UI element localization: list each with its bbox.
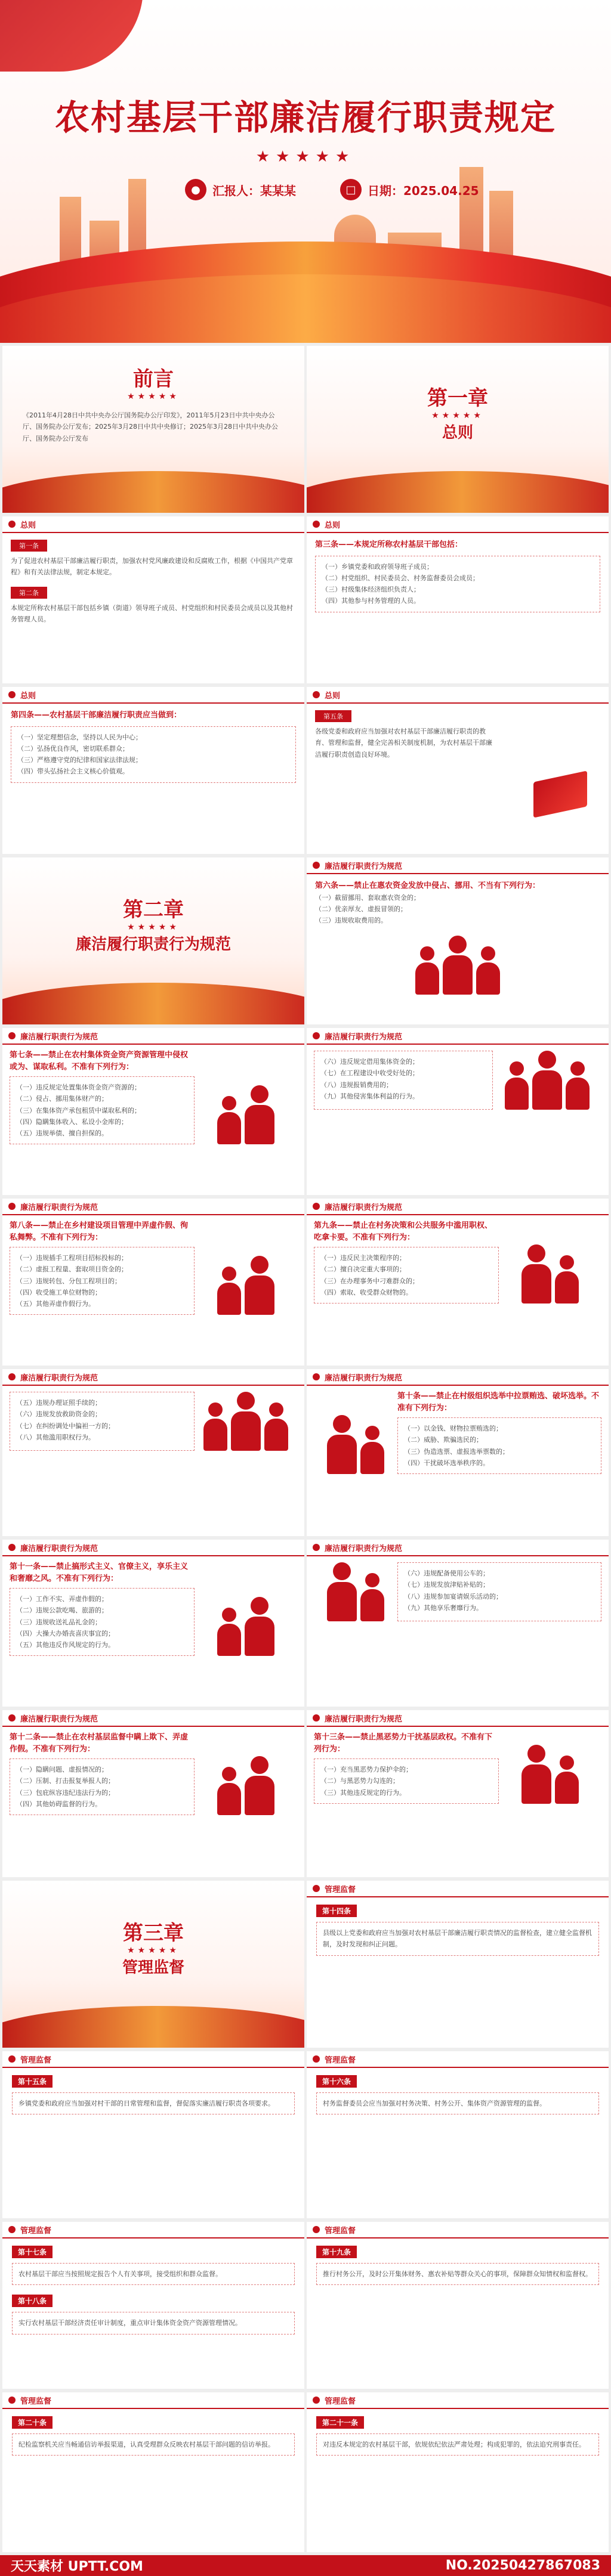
person-icon xyxy=(327,1415,357,1474)
people-illustration xyxy=(195,1049,297,1144)
person-icon xyxy=(217,1096,241,1144)
article-slide xyxy=(2,2051,304,2218)
reporter-label: 汇报人：某某某 xyxy=(212,183,296,198)
slide-header: 管理监督 xyxy=(307,2051,609,2068)
person-icon xyxy=(505,1061,529,1110)
person-icon xyxy=(264,1402,288,1451)
list-item: （一）违规插手工程项目招标投标的； xyxy=(16,1254,128,1262)
person-icon xyxy=(217,1767,241,1815)
article-box xyxy=(397,1417,601,1474)
article-box xyxy=(12,2263,295,2285)
article-slide xyxy=(2,687,304,854)
chapter2-label: 第二章 xyxy=(123,898,184,922)
stars-divider: ★★★★★ xyxy=(127,922,180,932)
article-tag: 第十四条 xyxy=(316,1905,357,1917)
person-icon xyxy=(443,936,473,995)
article-slide xyxy=(307,1710,609,1877)
site-watermark: 天天素材 UPTT.COM xyxy=(11,2559,143,2574)
article-title: 第十条——禁止在村级组织选举中拉票贿选、破坏选举。不准有下列行为： xyxy=(397,1392,600,1413)
list-item: （二）优亲厚友、虚报冒领的； xyxy=(315,905,407,913)
slide-header: 廉洁履行职责行为规范 xyxy=(307,1199,609,1215)
person-icon xyxy=(217,1608,241,1656)
article-slide xyxy=(2,2222,304,2389)
list-item: （五）其他弄虚作假行为。 xyxy=(16,1300,95,1308)
article-tag: 第二十一条 xyxy=(316,2416,364,2429)
article-tag: 第十六条 xyxy=(316,2075,357,2088)
article-slide xyxy=(307,2051,609,2218)
article-slide xyxy=(2,516,304,683)
bullet-icon xyxy=(313,521,320,528)
preface-title: 前言 xyxy=(133,367,174,391)
bullet-icon xyxy=(8,521,16,528)
list-item: （一）违反规定处置集体资金资产资源的； xyxy=(16,1083,141,1091)
list-item: （四）隐瞒集体收入、私设小金库的； xyxy=(16,1117,128,1126)
list-item: （一）截留挪用、套取惠农资金的； xyxy=(315,893,420,902)
slide-header: 总则 xyxy=(2,516,304,533)
article-text: 本规定所称农村基层干部包括乡镇（街道）领导班子成员、村党组织和村民委员会成员以及其他村务管理人员。 xyxy=(11,603,293,623)
list-item: （二）与黑恶势力勾连的； xyxy=(320,1777,399,1785)
bullet-icon xyxy=(313,2397,320,2404)
people-illustration xyxy=(195,1392,297,1451)
list-item: （七）在工程建设中收受好处的； xyxy=(320,1069,419,1078)
slide-header: 廉洁履行职责行为规范 xyxy=(2,1540,304,1556)
person-icon xyxy=(245,1756,274,1815)
list-item: （一）隐瞒问题、虚报情况的； xyxy=(16,1766,108,1773)
stars-divider: ★★★★★ xyxy=(127,1946,180,1955)
slide-header: 管理监督 xyxy=(2,2222,304,2238)
article-box xyxy=(12,2092,295,2114)
article-text: 为了促进农村基层干部廉洁履行职责，加强农村党风廉政建设和反腐败工作，根据《中国共产党章程》和有关法律法规，制定本规定。 xyxy=(11,557,293,577)
person-icon xyxy=(360,1426,384,1474)
article-box xyxy=(397,1562,601,1621)
people-illustration xyxy=(315,936,600,995)
article-text: 县级以上党委和政府应当加强对农村基层干部廉洁履行职责情况的监督检查，建立健全监督机制，及时发现和纠正问题。 xyxy=(323,1929,592,1949)
stars-divider: ★★★★★ xyxy=(431,411,484,420)
article-box xyxy=(11,726,296,783)
person-icon xyxy=(521,1244,551,1304)
bullet-icon xyxy=(313,1373,320,1380)
article-title: 第十三条——禁止黑恶势力干扰基层政权。不准有下列行为： xyxy=(314,1733,493,1754)
list-item: （三）村级集体经济组织负责人； xyxy=(322,586,420,593)
bullet-icon xyxy=(313,691,320,698)
red-wave-decoration xyxy=(2,2006,304,2048)
list-item: （二）虚报工程量、套取项目资金的； xyxy=(16,1265,128,1274)
article-slide xyxy=(307,1199,609,1366)
bullet-icon xyxy=(313,1885,320,1892)
list-item: （三）其他违反规定的行为。 xyxy=(320,1788,406,1797)
list-item: （四）带头弘扬社会主义核心价值观。 xyxy=(17,767,129,776)
article-slide xyxy=(307,1881,609,2048)
people-illustration xyxy=(195,1561,297,1656)
date-label: 日期：2025.04.25 xyxy=(368,183,479,198)
list-item: （四）其他参与村务管理的人员。 xyxy=(322,597,420,605)
calendar-icon: □ xyxy=(340,179,362,200)
list-item: （五）违规举债、擅自担保的。 xyxy=(16,1129,108,1137)
article-title: 第七条——禁止在农村集体资金资产资源管理中侵权或为、谋取私利。不准有下列行为： xyxy=(10,1051,189,1072)
article-tag: 第一条 xyxy=(11,540,47,552)
person-icon xyxy=(245,1256,274,1315)
list-item: （一）以金钱、财物拉票贿选的； xyxy=(404,1425,502,1432)
slide-header: 管理监督 xyxy=(307,1881,609,1897)
slide-header: 廉洁履行职责行为规范 xyxy=(307,1369,609,1386)
list-item: （三）违规转包、分包工程项目的； xyxy=(16,1277,121,1285)
people-illustration xyxy=(499,1220,601,1304)
watermark-footer xyxy=(0,2555,611,2576)
red-flag-decoration xyxy=(533,770,587,818)
preface-slide xyxy=(2,346,304,513)
list-item: （四）大操大办婚丧喜庆事宜的； xyxy=(16,1629,115,1637)
article-tag: 第十七条 xyxy=(12,2246,53,2258)
bullet-icon xyxy=(8,2397,16,2404)
article-box xyxy=(316,2092,599,2114)
user-icon: ● xyxy=(185,179,206,200)
list-item: （六）违规发放救助资金的； xyxy=(16,1410,101,1419)
article-tag: 第十五条 xyxy=(12,2075,53,2088)
list-item: （二）弘扬优良作风，密切联系群众； xyxy=(17,744,129,753)
people-illustration xyxy=(314,1562,397,1621)
article-slide xyxy=(307,1028,609,1195)
person-icon xyxy=(327,1562,357,1621)
person-icon xyxy=(555,1755,579,1804)
list-item: （二）擅自决定重大事项的； xyxy=(320,1265,406,1274)
article-text: 乡镇党委和政府应当加强对村干部的日常管理和监督，督促落实廉洁履行职责各项要求。 xyxy=(18,2100,274,2107)
list-item: （五）其他违反作风规定的行为。 xyxy=(16,1641,115,1649)
chapter1-title: 总则 xyxy=(442,424,473,442)
slide-header: 总则 xyxy=(2,687,304,704)
article-slide xyxy=(307,2392,609,2552)
chapter1-label: 第一章 xyxy=(427,386,488,410)
article-text: 推行村务公开，及时公开集体财务、惠农补贴等群众关心的事项，保障群众知情权和监督权。 xyxy=(323,2270,592,2278)
article-box xyxy=(10,1392,195,1451)
article-box xyxy=(314,1758,499,1804)
list-item: （八）其他滥用职权行为。 xyxy=(16,1433,95,1441)
preface-text: 《2011年4月28日中共中央办公厅国务院办公厅印发》，2011年5月23日中共中央办公厅、国务院办公厅发布；2025年3月28日中共中央修订；2025年3月28日中共中央办公厅、国务院办公厅发布 xyxy=(23,411,278,442)
chapter3-label: 第三章 xyxy=(123,1921,184,1945)
article-tag: 第二十条 xyxy=(12,2416,53,2429)
article-slide xyxy=(2,1369,304,1536)
list-item: （一）坚定理想信念，坚持以人民为中心； xyxy=(17,733,142,741)
bullet-icon xyxy=(8,1714,16,1722)
list-item: （一）乡镇党委和政府领导班子成员； xyxy=(322,562,433,571)
article-slide xyxy=(307,1369,609,1536)
date xyxy=(340,179,479,200)
bullet-icon xyxy=(8,2055,16,2063)
list-item: （一）工作不实、弄虚作假的； xyxy=(16,1595,108,1603)
article-slide xyxy=(2,1199,304,1366)
bullet-icon xyxy=(8,1373,16,1380)
article-text: 各级党委和政府应当加强对农村基层干部廉洁履行职责的教育、管理和监督，健全完善相关制度机制，为农村基层干部廉洁履行职责创造良好环境。 xyxy=(315,727,492,758)
article-box xyxy=(314,1051,493,1110)
list-item: （四）干扰破坏选举秩序的。 xyxy=(404,1459,489,1467)
list-item: （五）违规办理证照手续的； xyxy=(16,1399,101,1407)
chapter3-title: 管理监督 xyxy=(122,1959,184,1977)
person-icon xyxy=(555,1255,579,1304)
person-icon xyxy=(532,1051,562,1110)
list-item: （三）违规收取费用的。 xyxy=(315,917,387,924)
article-box xyxy=(10,1076,195,1144)
slide-header: 管理监督 xyxy=(307,2222,609,2238)
slide-header: 廉洁履行职责行为规范 xyxy=(307,1028,609,1045)
article-tag: 第五条 xyxy=(315,710,351,722)
article-box xyxy=(10,1588,195,1656)
list-item: （一）充当黑恶势力保护伞的； xyxy=(320,1766,412,1773)
bullet-icon xyxy=(313,862,320,869)
list-item: （三）在办理事务中刁难群众的； xyxy=(320,1277,419,1285)
list-item: （八）违规报销费用的； xyxy=(320,1080,393,1089)
bullet-icon xyxy=(8,1032,16,1039)
slide-header: 管理监督 xyxy=(2,2051,304,2068)
red-wave-decoration xyxy=(2,471,304,513)
chapter2-title: 廉洁履行职责行为规范 xyxy=(75,936,231,953)
list-item: （九）其他侵害集体利益的行为。 xyxy=(320,1092,419,1100)
page-title: 农村基层干部廉洁履行职责规定 xyxy=(54,97,556,138)
slide-header: 管理监督 xyxy=(307,2392,609,2409)
article-box xyxy=(316,1922,599,1956)
article-slide xyxy=(307,1540,609,1707)
slide-header: 总则 xyxy=(307,687,609,704)
bullet-icon xyxy=(313,1544,320,1551)
article-title: 第三条——本规定所称农村基层干部包括： xyxy=(315,540,463,549)
article-slide xyxy=(307,2222,609,2389)
article-text: 农村基层干部应当按照规定报告个人有关事项，接受组织和群众监督。 xyxy=(18,2270,222,2278)
people-illustration xyxy=(493,1051,601,1110)
article-slide xyxy=(2,2392,304,2552)
red-flag-decoration xyxy=(0,0,143,72)
article-text: 对违反本规定的农村基层干部，依规依纪依法严肃处理；构成犯罪的，依法追究刑事责任。 xyxy=(323,2441,585,2448)
chapter3-slide xyxy=(2,1881,304,2048)
red-wave-decoration xyxy=(2,983,304,1024)
article-box xyxy=(10,1758,195,1815)
people-illustration xyxy=(195,1220,297,1315)
slide-header: 廉洁履行职责行为规范 xyxy=(2,1710,304,1727)
article-title: 第六条——禁止在惠农资金发放中侵占、挪用、不当有下列行为： xyxy=(315,881,541,890)
list-item: （三）包庇纵容违纪违法行为的； xyxy=(16,1788,115,1797)
article-box xyxy=(12,2433,295,2456)
article-slide xyxy=(307,516,609,683)
list-item: （三）伪造选票、虚报选举票数的； xyxy=(404,1447,509,1456)
list-item: （二）侵占、挪用集体财产的； xyxy=(16,1095,108,1103)
bullet-icon xyxy=(8,1203,16,1210)
list-item: （三）严格遵守党的纪律和国家法律法规； xyxy=(17,756,142,764)
person-icon xyxy=(203,1402,227,1451)
people-illustration xyxy=(499,1732,601,1804)
article-box xyxy=(10,1247,195,1315)
item-number: NO.20250427867083 xyxy=(445,2558,600,2573)
slide-header: 廉洁履行职责行为规范 xyxy=(2,1369,304,1386)
article-tag: 第二条 xyxy=(11,587,47,599)
bullet-icon xyxy=(313,1203,320,1210)
slide-header: 廉洁履行职责行为规范 xyxy=(307,857,609,874)
slide-header: 总则 xyxy=(307,516,609,533)
person-icon xyxy=(231,1392,261,1451)
bullet-icon xyxy=(313,1714,320,1722)
article-slide xyxy=(307,857,609,1024)
article-box xyxy=(316,2433,599,2456)
article-title: 第四条——农村基层干部廉洁履行职责应当做到： xyxy=(11,711,182,720)
list-item: （二）村党组织、村民委员会、村务监督委员会成员； xyxy=(322,574,479,582)
list-item: （二）违规公款吃喝、旅游的； xyxy=(16,1606,108,1615)
article-box xyxy=(315,556,600,612)
chapter2-slide xyxy=(2,857,304,1024)
list-item: （二）压制、打击报复举报人的； xyxy=(16,1777,115,1785)
article-title: 第十二条——禁止在农村基层监督中瞒上欺下、弄虚作假。不准有下列行为： xyxy=(10,1733,189,1754)
people-illustration xyxy=(314,1391,397,1474)
article-slide xyxy=(2,1710,304,1877)
slide-header: 管理监督 xyxy=(2,2392,304,2409)
list-item: （九）其他享乐奢靡行为。 xyxy=(404,1603,483,1612)
stars-divider: ★★★★★ xyxy=(255,148,356,166)
person-icon xyxy=(415,946,439,995)
list-item: （三）违规收送礼品礼金的； xyxy=(16,1618,101,1626)
bullet-icon xyxy=(313,2055,320,2063)
people-illustration xyxy=(195,1732,297,1815)
article-text: 村务监督委员会应当加强对村务决策、村务公开、集体资产资源管理的监督。 xyxy=(323,2100,546,2107)
slide-header: 廉洁履行职责行为规范 xyxy=(2,1199,304,1215)
list-item: （四）收受施工单位财物的； xyxy=(16,1288,101,1296)
person-icon xyxy=(217,1267,241,1315)
hero-slide xyxy=(0,0,611,343)
list-item: （一）违反民主决策程序的； xyxy=(320,1254,406,1262)
list-item: （三）在集体资产承包租赁中谋取私利的； xyxy=(16,1106,141,1114)
person-icon xyxy=(476,946,500,995)
person-icon xyxy=(566,1061,590,1110)
slide-header: 廉洁履行职责行为规范 xyxy=(2,1028,304,1045)
article-box xyxy=(314,1247,499,1304)
bullet-icon xyxy=(8,2226,16,2233)
list-item: （七）在纠纷调处中偏袒一方的； xyxy=(16,1422,115,1430)
bullet-icon xyxy=(8,691,16,698)
article-title: 第八条——禁止在乡村建设项目管理中弄虚作假、徇私舞弊。不准有下列行为： xyxy=(10,1221,189,1242)
list-item: （二）威胁、欺骗选民的； xyxy=(404,1436,483,1444)
list-item: （七）违规发放津贴补贴的； xyxy=(404,1581,489,1589)
person-icon xyxy=(360,1573,384,1621)
person-icon xyxy=(245,1597,274,1656)
article-box xyxy=(12,2312,295,2334)
bullet-icon xyxy=(313,2226,320,2233)
slide-header: 廉洁履行职责行为规范 xyxy=(307,1540,609,1556)
person-icon xyxy=(245,1085,274,1144)
bullet-icon xyxy=(313,1032,320,1039)
article-slide xyxy=(307,687,609,854)
article-title: 第九条——禁止在村务决策和公共服务中滥用职权、吃拿卡要。不准有下列行为： xyxy=(314,1221,493,1242)
person-icon xyxy=(521,1745,551,1804)
article-text: 纪检监察机关应当畅通信访举报渠道，认真受理群众反映农村基层干部问题的信访举报。 xyxy=(18,2441,274,2448)
article-text: 实行农村基层干部经济责任审计制度，重点审计集体资金资产资源管理情况。 xyxy=(18,2319,242,2327)
article-slide xyxy=(2,1028,304,1195)
list-item: （四）其他妨碍监督的行为。 xyxy=(16,1800,101,1808)
stars-divider: ★★★★★ xyxy=(127,392,180,401)
list-item: （六）违反规定借用集体资金的； xyxy=(320,1058,419,1066)
red-wave-decoration xyxy=(307,471,609,513)
list-item: （八）违规参加宴请娱乐活动的； xyxy=(404,1592,502,1600)
article-tag: 第十八条 xyxy=(12,2295,53,2307)
article-box xyxy=(316,2263,599,2285)
list-item: （四）索取、收受群众财物的。 xyxy=(320,1288,412,1296)
article-tag: 第十九条 xyxy=(316,2246,357,2258)
article-slide xyxy=(2,1540,304,1707)
chapter1-slide xyxy=(307,346,609,513)
list-item: （六）违规配备使用公车的； xyxy=(404,1569,489,1577)
reporter xyxy=(185,179,296,200)
slide-header: 廉洁履行职责行为规范 xyxy=(307,1710,609,1727)
article-title: 第十一条——禁止搞形式主义、官僚主义，享乐主义和奢靡之风。不准有下列行为： xyxy=(10,1562,189,1583)
bullet-icon xyxy=(8,1544,16,1551)
